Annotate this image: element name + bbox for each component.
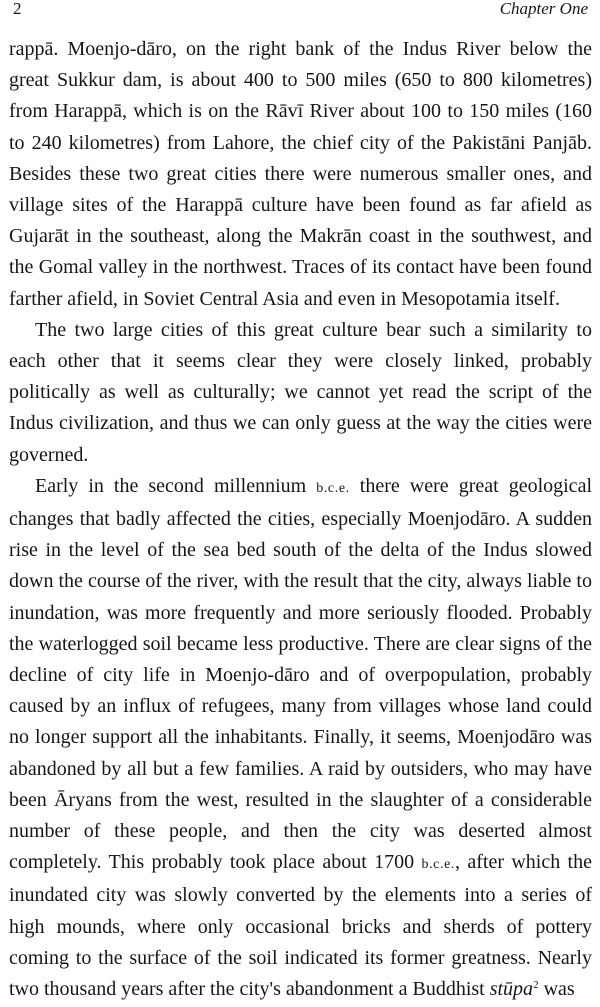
paragraph-1: rappā. Moenjo-dāro, on the right bank of the Indus River below the great Sukkur dam, is about 400 to 500 miles (650 to 800 kilometres) from Harappā, which is on the Rāvī River about 100 to 150 miles (160 to 240 kilometres) from Lahore, the chief city of the Pakistāni Panjāb. Besides these two great cities there were numerous smaller ones, and village sites of the Harappā culture have been found as far afield as Gujarāt in the southeast, along the Makrān coast in the southwest, and the Gomal valley in the northwest. Traces of its contact have been found farther afield, in Soviet Central Asia and even in Mesopotamia itself. bbox=[9, 38, 592, 310]
page-header bbox=[9, 0, 592, 34]
paragraph-3-part-4: was bbox=[538, 978, 575, 1001]
paragraph-3-part-3: , after which the inundated city was slowly converted by the elements into a series of high mounds, where only occasional bricks and sherds of pottery coming to the surface of the soil indicated its former greatness. Nearly two thousand years after the city's abandonment a Buddhist bbox=[9, 851, 592, 1001]
footnote-marker: 2 bbox=[533, 979, 539, 992]
paragraph-2: The two large cities of this great culture bear such a similarity to each other that it seems clear they were closely linked, probably politically as well as culturally; we cannot yet read the script of the Indus civilization, and thus we can only guess at the way the cities were governed. bbox=[9, 318, 592, 466]
era-abbreviation: b.c.e. bbox=[421, 857, 455, 873]
page-number: 2 bbox=[13, 0, 22, 18]
running-head: Chapter One bbox=[499, 0, 588, 18]
paragraph-3-part-1: Early in the second millennium bbox=[35, 474, 317, 497]
paragraph-3-part-2: there were great geological changes that badly affected the cities, especially Moenjodāro. A sudden rise in the level of the sea bed south of the delta of the Indus slowed down the course of the river, with the result that the city, always liable to inundation, was more frequently and more seriously flooded. Probably the waterlogged soil became less productive. There are clear signs of the decline of city life in Moenjo-dāro and of overpopulation, probably caused by an influx of refugees, many from villages whose land could no longer support all the inhabitants. Finally, it seems, Moenjodāro was abandoned by all but a few families. A raid by outsiders, who may have been Āryans from the west, resulted in the slaughter of a considerable number of these people, and then the city was deserted almost completely. This probably took place about 1700 bbox=[9, 474, 592, 874]
body-text bbox=[9, 34, 592, 1005]
era-abbreviation: b.c.e. bbox=[316, 480, 350, 496]
italic-term-stupa: stūpa bbox=[489, 978, 534, 1001]
paragraph-3 bbox=[9, 471, 592, 1005]
